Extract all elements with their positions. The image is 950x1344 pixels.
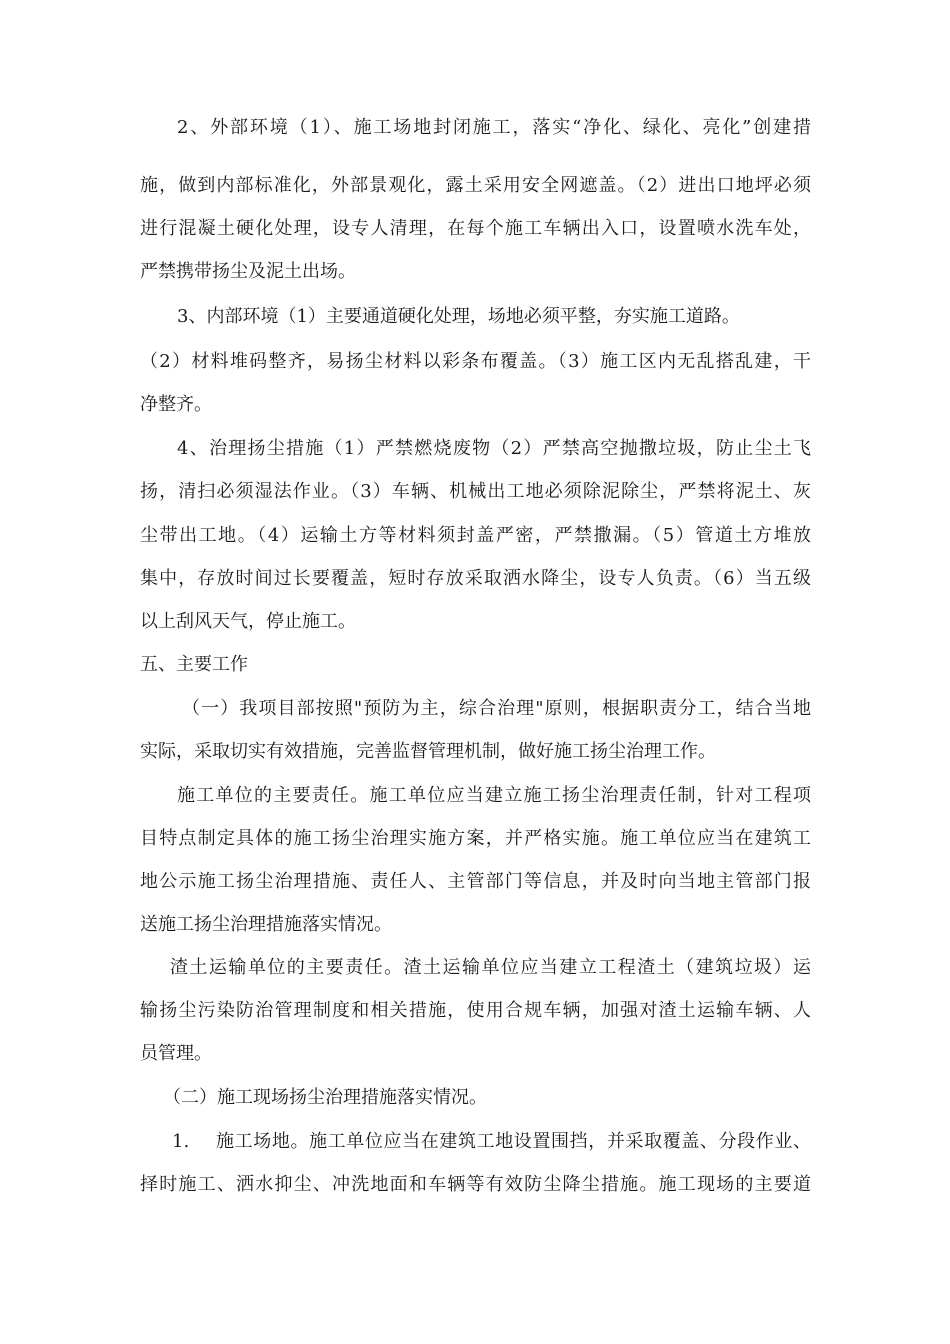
text-line: 择时施工、洒水抑尘、冲洗地面和车辆等有效防尘降尘措施。施工现场的主要道	[140, 1174, 811, 1195]
text-line: 施，做到内部标准化，外部景观化，露土采用安全网遮盖。（2）进出口地坪必须	[140, 175, 811, 196]
text-line: 2、外部环境（1）、施工场地封闭施工，落实“净化、绿化、亮化”创建措	[177, 117, 811, 138]
text-line: 集中，存放时间过长要覆盖，短时存放采取洒水降尘，设专人负责。（6）当五级	[140, 568, 811, 589]
text-line: 地公示施工扬尘治理措施、责任人、主管部门等信息，并及时向当地主管部门报	[140, 871, 811, 892]
text-line: 进行混凝土硬化处理，设专人清理，在每个施工车辆出入口，设置喷水洗车处，	[140, 218, 811, 239]
text-line: 4、治理扬尘措施（1）严禁燃烧废物（2）严禁高空抛撒垃圾，防止尘土飞	[177, 438, 811, 459]
text-line: 渣土运输单位的主要责任。渣土运输单位应当建立工程渣土（建筑垃圾）运	[170, 957, 811, 978]
text-line: 输扬尘污染防治管理制度和相关措施，使用合规车辆，加强对渣土运输车辆、人	[140, 1000, 811, 1021]
section-heading: 五、主要工作	[140, 654, 248, 675]
text-line: 目特点制定具体的施工扬尘治理实施方案，并严格实施。施工单位应当在建筑工	[140, 828, 811, 849]
text-line: 尘带出工地。（4）运输土方等材料须封盖严密，严禁撒漏。（5）管道土方堆放	[140, 525, 811, 546]
text-line: 以上刮风天气，停止施工。	[140, 611, 356, 632]
text-line: 3、内部环境（1）主要通道硬化处理，场地必须平整，夯实施工道路。	[177, 306, 740, 327]
text-line: 扬，清扫必须湿法作业。（3）车辆、机械出工地必须除泥除尘，严禁将泥土、灰	[140, 481, 811, 502]
text-line: 员管理。	[140, 1043, 212, 1064]
text-line: （2）材料堆码整齐，易扬尘材料以彩条布覆盖。（3）施工区内无乱搭乱建，干	[140, 351, 811, 372]
text-line: 施工场地。施工单位应当在建筑工地设置围挡，并采取覆盖、分段作业、	[216, 1131, 811, 1152]
text-line: 施工单位的主要责任。施工单位应当建立施工扬尘治理责任制，针对工程项	[177, 785, 811, 806]
text-line: 实际，采取切实有效措施，完善监督管理机制，做好施工扬尘治理工作。	[140, 741, 716, 762]
text-line: 净整齐。	[140, 394, 212, 415]
text-line: （一）我项目部按照"预防为主，综合治理"原则，根据职责分工，结合当地	[182, 698, 811, 719]
subsection-heading: （二）施工现场扬尘治理措施落实情况。	[163, 1087, 487, 1108]
text-line: 送施工扬尘治理措施落实情况。	[140, 914, 392, 935]
list-number: 1.	[172, 1131, 190, 1152]
text-line: 严禁携带扬尘及泥土出场。	[140, 261, 356, 282]
